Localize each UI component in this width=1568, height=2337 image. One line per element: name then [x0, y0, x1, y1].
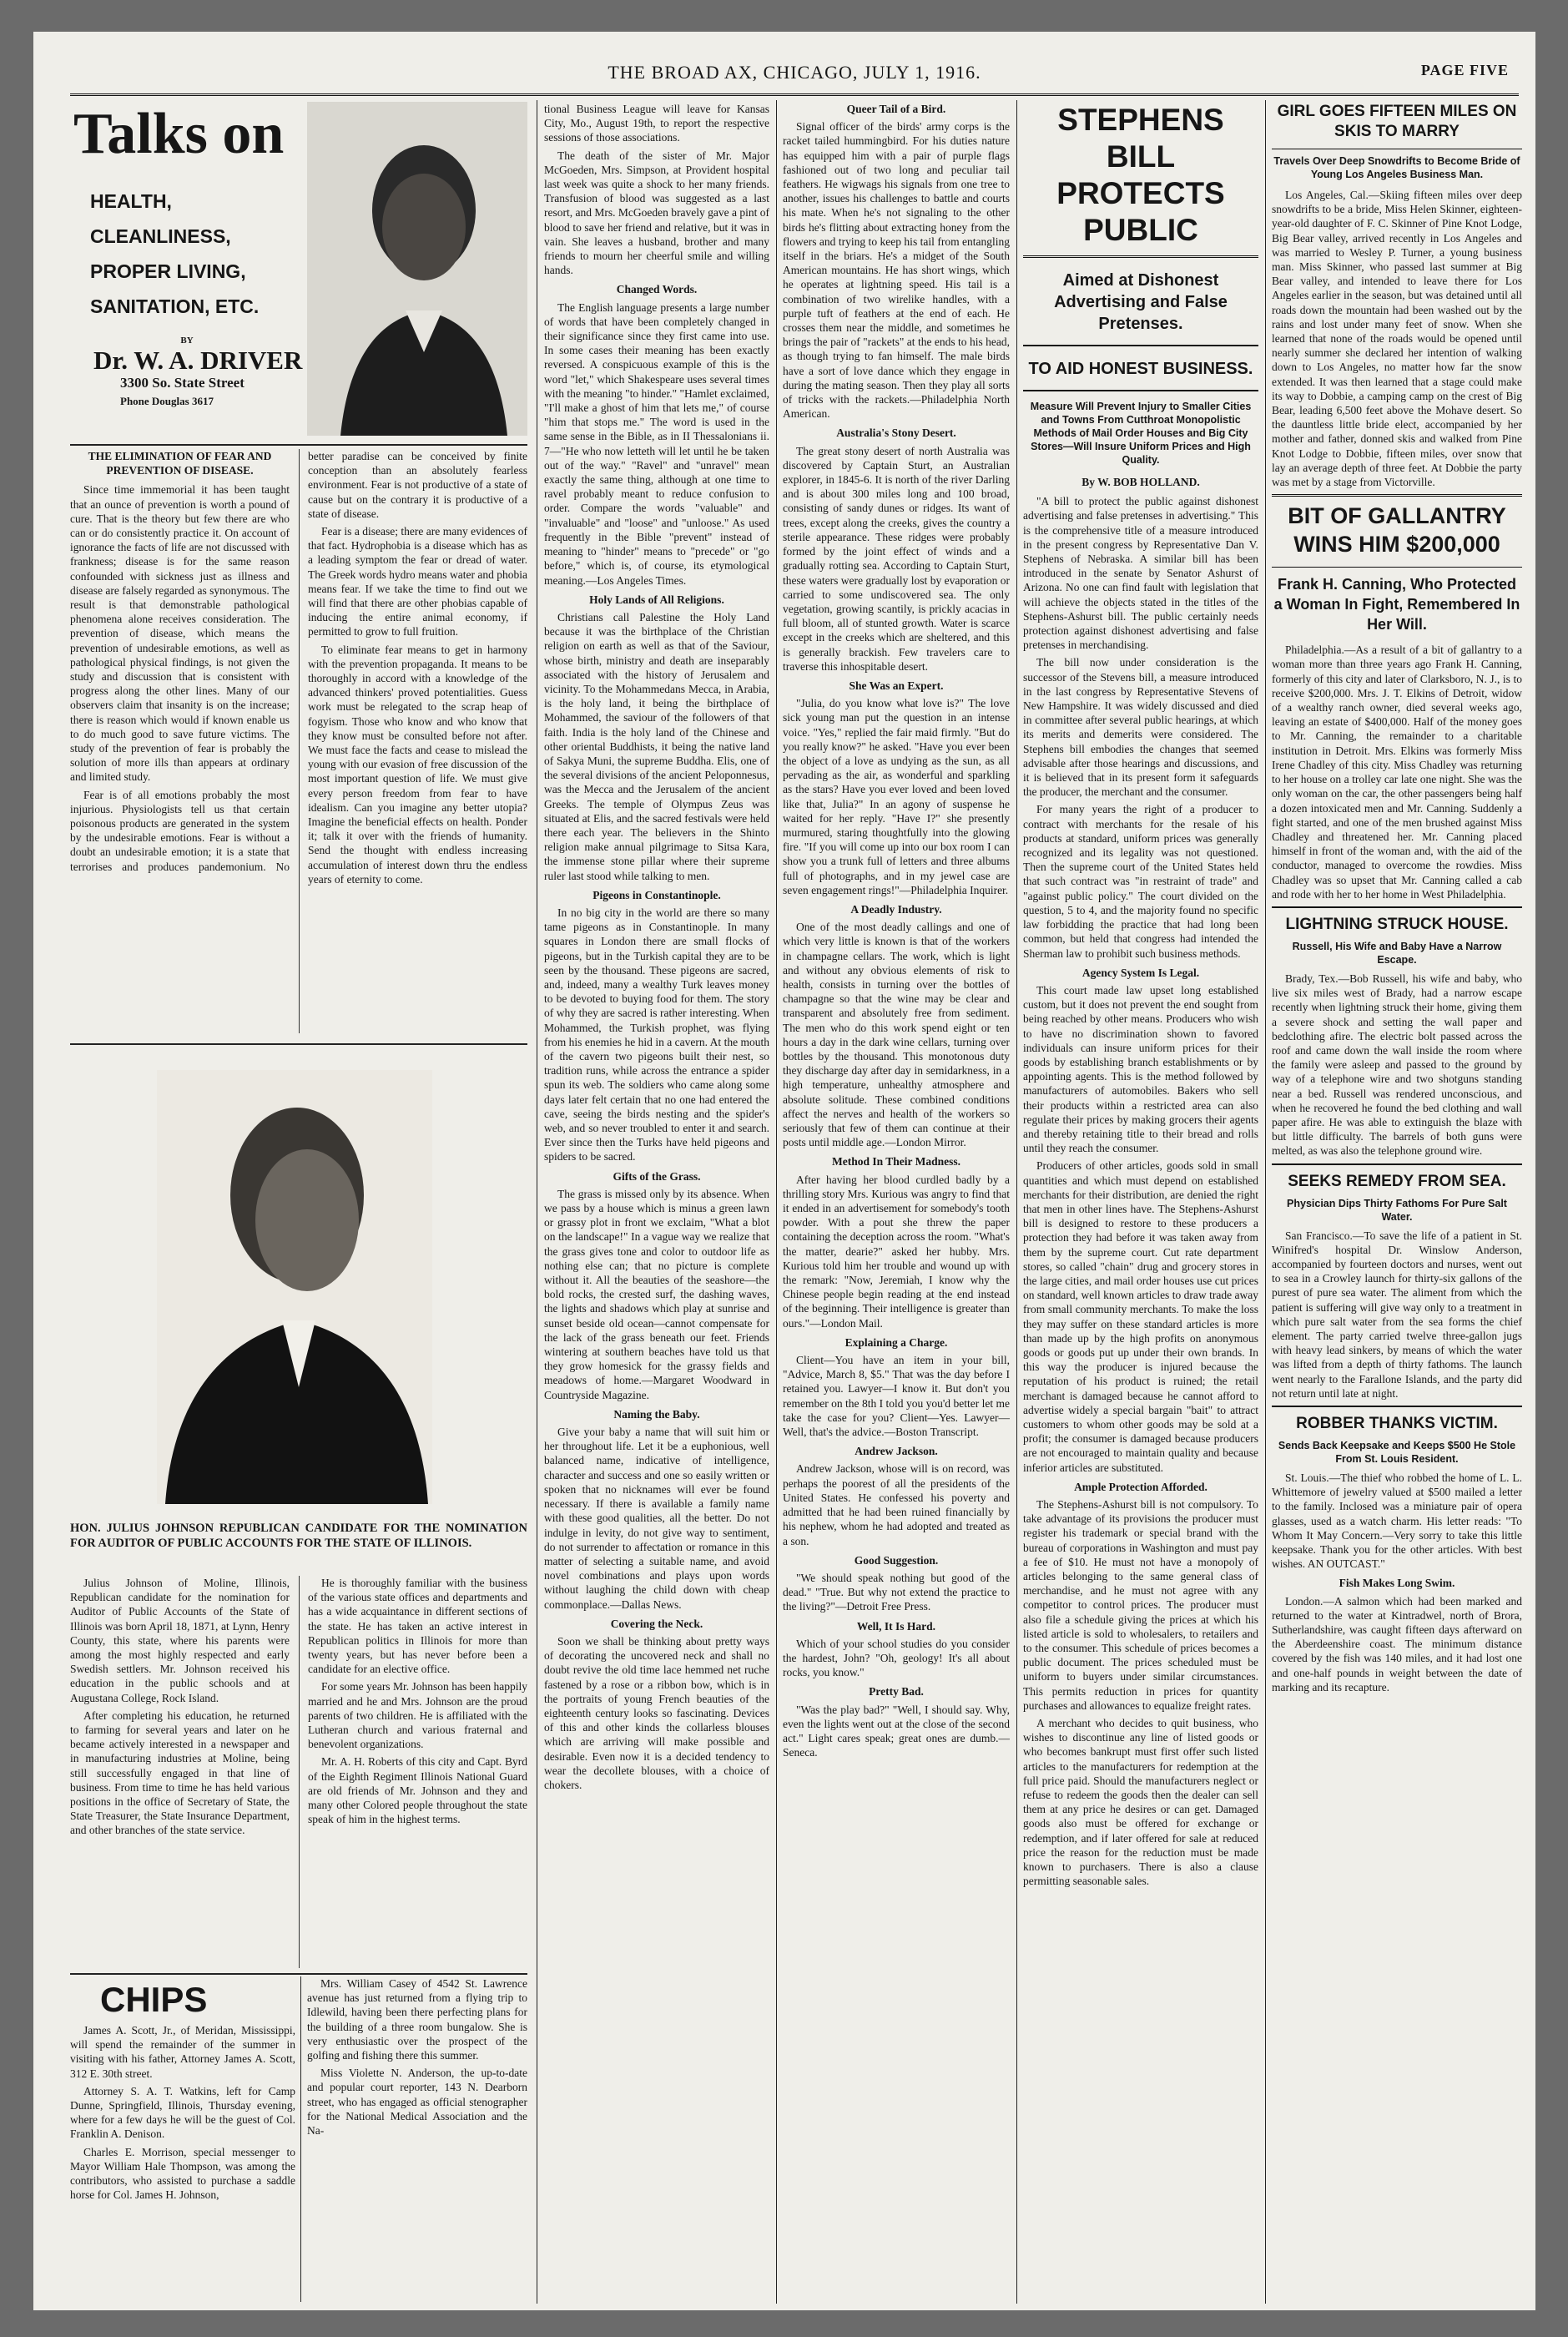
johnson-caption: HON. JULIUS JOHNSON REPUBLICAN CANDIDATE FOR THE NOMINATION FOR AUDITOR OF PUBLIC ACCOUNTS FOR THE STATE OF ILLINOIS. — [70, 1522, 527, 1550]
johnson-portrait-photo — [157, 1070, 432, 1504]
chips-column: CHIPS James A. Scott, Jr., of Meridan, Mississippi, will spend the remainder of the summer in visiting with his father, Attorney James A. Scott, 312 E. 30th street. Attorney S. A. T. Watkins, left for Camp Dunne, Springfield, Illinois, Thursday evening, where for a few days he will be the guest of Col. Franklin A. Denison. Charles E. Morrison, special messenger to Mayor William Hale Thompson, was among the contributors, who assisted to purchase a saddle horse for Col. James H. Johnson, — [70, 1976, 295, 2302]
naming-baby-headline: Naming the Baby. — [613, 1407, 700, 1421]
chips-title: CHIPS — [100, 1980, 208, 2019]
column-5: GIRL GOES FIFTEEN MILES ON SKIS TO MARRY Travels Over Deep Snowdrifts to Become Bride of Young Los Angeles Business Man. Los Angeles, Cal.—Skiing fifteen miles over deep snowdrifts to be a bride, Miss Helen Skinner, eighteen-year-old daughter of F. C. Skinner of Pine Knot Lodge, Big Bear valley, arrived recently in Los Angeles and was married to Wesley P. Turner, a young business man. Miss Skinner, who passed last summer at Big Bear valley, and intended to leave there for Los Angeles earlier in the season, but was detained until all roads down the mountain had been washed out by the rains and lost under many feet of snow. When she learned that none of the roads would be opened until nearly summer she declared her intention of walking down to Los Angeles, no matter how far the snow extended. It was then learned that a stage could make its way to Dobbie, a camping camp on the crest of Big Bear, leading 6,500 feet above the Mohave desert. So the dauntless little bride elect, accompanied by her mother and father, donned skis and walked from Pine Knot Lodge to Dobbie, fifteen miles, over snow that lay an average depth of three feet. At Dobbie the party was met by a stage from Victorville. BIT OF GALLANTRY WINS HIM $200,000 Frank H. Canning, Who Protected a Woman In Fight, Remembered In Her Will. Philadelphia.—As a result of a bit of gallantry to a woman more than three years ago Frank H. Canning, formerly of this city and later of Clarksboro, N. J., is to receive $200,000. Mrs. J. T. Elkins of Detroit, widow of a wealthy ranch owner, died several weeks ago, leaving an estate of $400,000. Half of the money goes to Mr. Canning, the remainder to a charitable institution in Detroit. Mrs. Elkins was formerly Miss Irene Chadley of this city. Miss Chadley was returning to her house on a trolley car late one night. She was the only woman on the car, the other passengers being half a dozen intoxicated men and Mr. Canning. Suddenly a fight started, and one of the men brushed against Miss Chadley and threatened her. Mr. Canning placed himself in front of the woman and, with the aid of the conductor, managed to overcome the rowdies. Miss Chadley was so upset that Mr. Canning called a cab and rode with her to her home in West Philadelphia. LIGHTNING STRUCK HOUSE. Russell, His Wife and Baby Have a Narrow Escape. Brady, Tex.—Bob Russell, his wife and baby, who live six miles west of Brady, had a narrow escape recently when lightning struck their home, giving them a severe shock and setting the wall paper and bedclothing afire. The electric bolt passed across the roof and came down the wall inside the room where the family were asleep and passed to the ground by way of a telephone wire and two shotguns standing near a bed. Russell was rendered unconscious, and when he recovered he found the bed clothing and wall paper afire. He was able to extinguish the blaze with but little difficulty. The barrels of both guns were melted, as was also the telephone ground wire. SEEKS REMEDY FROM SEA. Physician Dips Thirty Fathoms For Pure Salt Water. San Francisco.—To save the life of a patient in St. Winifred's hospital Dr. Winslow Anderson, accompanied by fourteen doctors and nurses, went out to sea in a Crowley launch for thirty-six gallons of the purest of pure sea water. The aliment from which the patient is suffering will give way only to a treatment in which pure salt water from the sea forms the chief element. The party carried twelve three-gallon jugs with heavy lead sinkers, by means of which the water was lifted from a depth of thirty fathoms. The launch went nearly to the Farallone Islands, and the party did not return until late at night. ROBBER THANKS VICTIM. Sends Back Keepsake and Keeps $500 He Stole From St. Louis Resident. St. Louis.—The thief who robbed the home of L. L. Whittemore of jewelry valued at $500 mailed a letter to the family. Inclosed was a miniature pair of opera glasses, used as a watch charm. His letter reads: "To Whom It May Concern.—Very sorry to take this little keepsake. Thank you for the other articles. With best wishes. AN OUTCAST." Fish Makes Long Swim. London.—A salmon which had been marked and returned to the water at Kintradwel, north of Brora, Sutherlandshire, was caught fifteen days afterward on the Aberdeenshire coast. The minimum distance covered by the fish was 140 miles, and it had lost one and one-half pounds in weight between the date of marking and its recapture. — [1272, 103, 1522, 1693]
deadly-industry-headline: A Deadly Industry. — [850, 902, 942, 916]
talks-subtitle: HEALTH, CLEANLINESS, PROPER LIVING, SANITATION, ETC. — [90, 190, 260, 317]
fear-article: THE ELIMINATION OF FEAR AND PREVENTION OF DISEASE. Since time immemorial it has been taught that an ounce of prevention is worth a pound of cure. That is the theory but few there are who can or do consistently practice it. On account of ignorance the facts of life are not discussed with frankness; disease is for the same reason confounded with sickness just as illness and disease are falsely regarded as synonymous. The result is that demonstrable pathological phenomena alone receives consideration. The prevention of disease, which means the prevention of undesirable emotions, as well as pathological physical findings, is not given the study and discussion that is consistent with progress along the other lines. Many of our observers claim that insanity is on the increase; there is reason which would if known enable us to do much good to save future victims. The study of the prevention of fear is probably the solution of more ills than appears at ordinary and limited study. Fear is of all emotions probably the most injurious. Physiologists tell us that certain poisonous products are generated in the system by the undesirable emotions. Fear is without a doubt an undesirable emotion; it is a state that terrorises and produces pandemonium. No better paradise can be conceived by finite conception than an absolutely fearless environment. Fear is not productive of a state of cause but on the contrary it is productive of a state of disease. Fear is a disease; there are many evidences of that fact. Hydrophobia is a disease which has as a leading symptom the fear or dread of water. The Greek words hydro means water and phobia means fear. If we take the time to find out we will find that there are other phobias capable of inducing the entire animal economy, if permitted to grow to full fruition. To eliminate fear means to get in harmony with the prevention propaganda. It means to be thoroughly in accord with a knowledge of the advanced thinkers' proved potentialities. Guess work must be relegated to the scrap heap of fogyism. Those who know and who know that they know must be consulted before not after. We must face the facts and cease to mislead the young with our evasion of free discussion of the most important question of life. We must give every person freedom from fear to have idealism. Can you imagine any better utopia? Imagine the beneficial effects on health. Ponder it; talk it over with the friends of humanity. Send the thought with endless increasing accumulation of interest down thru the endless years of eternity to come. — [70, 450, 527, 886]
talks-title: Talks on — [73, 102, 285, 166]
portrait-illustration-johnson — [157, 1070, 432, 1504]
charge-headline: Explaining a Charge. — [845, 1335, 948, 1349]
suggestion-headline: Good Suggestion. — [854, 1553, 939, 1567]
holy-lands-headline: Holy Lands of All Religions. — [589, 593, 724, 606]
chips-column-2: Mrs. William Casey of 4542 St. Lawrence avenue has just returned from a flying trip to Idlewild, having been there perfecting plans for the building of a three room bungalow. She is very enthusiastic over the prospect of the golfing and fishing there this summer. Miss Violette N. Anderson, the up-to-date and popular court reporter, 143 N. Dearborn street, who has engaged as official stenographer for the National Medical Association and the Na- — [307, 1977, 527, 2138]
expert-headline: She Was an Expert. — [849, 679, 944, 692]
hard-headline: Well, It Is Hard. — [856, 1619, 936, 1633]
driver-portrait-photo — [307, 102, 527, 436]
covering-neck-headline: Covering the Neck. — [610, 1617, 703, 1630]
johnson-article: Julius Johnson of Moline, Illinois, Republican candidate for the nomination for Auditor of Public Accounts of the State of Illinois was born April 18, 1871, at Lynn, Henry County, this state, where his parents were among the most highly respected and early Swedish settlers. Mr. Johnson received his education in the public schools and at Augustana College, Rock Island. After completing his education, he returned to farming for several years and later on he became actively interested in a newspaper and in manufacturing industries at Moline, being still successfully engaged in that line of business. From time to time he has held various positions in the office of Secretary of State, the State Treasurer, the State Insurance Department, and other branches of the state service. He is thoroughly familiar with the business of the various state offices and departments and has a wide acquaintance in different sections of the state. He has taken an active interest in Republican politics in Illinois for more than twenty years, but has never before been a candidate for an elective office. For some years Mr. Johnson has been happily married and he and Mrs. Johnson are the proud parents of two children. He is affiliated with the Lutheran church and various fraternal and benevolent organizations. Mr. A. H. Roberts of this city and Capt. Byrd of the Eighth Regiment Illinois National Guard are old friends of Mr. Johnson and they and many other Colored people throughout the state speak of him in the highest terms. — [70, 1577, 527, 1837]
newspaper-page — [33, 32, 1535, 2310]
column-3: Queer Tail of a Bird. Signal officer of the birds' army corps is the racket tailed hummingbird. For his duties nature has equipped him with a pair of purple flags fashioned out of two long and peculiar tail feathers. He wigwags his signals from one tree to another, issues his challenges to battle and courts his mate. When he's not signaling to the other birds he's flitting about extracting honey from the flowers and trying to keep his tail from entangling itself in the briars. He's a midget of the South American mountains. He has short wings, which he operates at lightning speed. His tail is a combination of two wirelike handles, with a purple tuft of feathers at the end of each. He crosses them near the middle, and sometimes he brings the pair of "rackets" at the ends to his head, as though trying to fan himself. The male birds have a sort of love dance which they engage in during the mating season. Then they play all sorts of tricks with the rackets.—Philadelphia North American. Australia's Stony Desert. The great stony desert of north Australia was discovered by Captain Sturt, an Australian explorer, in 1845-6. It is north of the river Darling and is about 300 miles long and 100 broad, consisting of sandy dunes or ridges. Its want of trees, except along the creeks, gives the country a sterile appearance. These ridges were probably formed by the joint effect of winds and a gradually rotting sea. According to Captain Sturt, these waters were gradually lost by evaporation or carried to some undiscovered sea. The only vegetation, growing scantily, is prickly acacias in full bloom, all of stunted growth. Water is scarce except in the creeks which are sheltered, and this is generally brackish. Few travelers care to traverse this inhospitable desert. She Was an Expert. "Julia, do you know what love is?" The love sick young man put the question in an intense voice. "Yes," replied the fair maid firmly. "But do you really know?" he asked. "Have you ever been the object of a love as undying as the sun, as all pervading as the air, as wonderful and sparkling as the stars? Have you ever loved and been loved like that, Julia?" In an agony of suspense he waited for her reply. "Have I?" she presently murmured, staring thoughtfully into the glowing fire. "If you will come up into our box room I can show you a trunk full of letters and three albums full of photographs, and in my jewel case are seven engagement rings!"—Philadelphia Inquirer. A Deadly Industry. One of the most deadly callings and one of which very little is known is that of the workers in champagne cellars. The work, which is light and without any obvious elements of risk to health, consists in turning over the bottles of champagne so that the wine may be clear and transparent and absolutely free from sediment. The men who do this work spend eight or ten hours a day in the dark wine cellars, turning over bottles by the thousand. This monotonous duty they discharge day after day in semidarkness, in a high temperature, unhealthy atmosphere and absolute solitude. These combined conditions affect the nerves and health of the workers so seriously that few of them can continue at their posts until middle age.—London Mirror. Method In Their Madness. After having her blood curdled badly by a thrilling story Mrs. Kurious was angry to find that it ended in an advertisement for somebody's tooth powder. With a pout she threw the paper containing the deception across the room. "What's the matter, dearie?" asked her hubby. Mrs. Kurious told him her trouble and wound up with the remark: "Now, Jeremiah, I know why the Chinese people begin reading at the end instead of the beginning. Their intelligence is greater than ours."—London Mail. Explaining a Charge. Client—You have an item in your bill, "Advice, March 8, $5." That was the day before I retained you. Lawyer—I know it. But don't you remember on the 8th I told you you'd better let me take the case for you? Client—Yes. Lawyer—Well, that's the advice.—Boston Transcript. Andrew Jackson. Andrew Jackson, whose will is on record, was perhaps the poorest of all the presidents of the United States. He confessed his poverty and admitted that he had been ruined financially by his nephew, whom he had adopted and treated as a son. Good Suggestion. "We should speak nothing but good of the dead." "True. But why not extend the practice to the living?"—Detroit Free Press. Well, It Is Hard. Which of your school studies do you consider the hardest, John? "Oh, geology! It's all about rocks, you know." Pretty Bad. "Was the play bad?" "Well, I should say. Why, even the lights went out at the close of the second act." Light cares speak; great ones are dumb.—Seneca. — [783, 103, 1010, 1759]
masthead — [70, 57, 1519, 96]
masthead-title: THE BROAD AX, CHICAGO, JULY 1, 1916. — [608, 62, 981, 83]
queer-tail-headline: Queer Tail of a Bird. — [846, 103, 946, 115]
gifts-headline: Gifts of the Grass. — [613, 1169, 701, 1183]
talks-author: Dr. W. A. DRIVER — [93, 346, 303, 376]
remedy-headline: SEEKS REMEDY FROM SEA. — [1272, 1163, 1522, 1192]
talks-header: Talks on HEALTH, CLEANLINESS, PROPER LIVING, SANITATION, ETC. BY Dr. W. A. DRIVER 3300 So. State Street Phone Douglas 3617 — [73, 102, 303, 407]
stephens-deck-3: Measure Will Prevent Injury to Smaller Cities and Towns From Cutthroat Monopolistic Methods of Mail Order Houses and Big City Stores—Will Insure Uniform Prices and High Quality. — [1030, 401, 1252, 466]
madness-headline: Method In Their Madness. — [831, 1155, 961, 1168]
robber-headline: ROBBER THANKS VICTIM. — [1272, 1406, 1522, 1434]
column-4: STEPHENS BILL PROTECTS PUBLIC Aimed at Dishonest Advertising and False Pretenses. TO AID HONEST BUSINESS. Measure Will Prevent Injury to Smaller Cities and Towns From Cutthroat Monopolistic Methods of Mail Order Houses and Big City Stores—Will Insure Uniform Prices and High Quality. By W. BOB HOLLAND. "A bill to protect the public against dishonest advertising and false pretenses in advertising." This is the comprehensive title of a measure introduced in the present congress by Representative Dan V. Stephens of Nebraska. A similar bill has been introduced in the senate by Senator Ashurst of Arizona. No one can find fault with legislation that will achieve the objects stated in the titles of the Stephens-Ashurst bill. The public certainly needs protection against dishonest advertising and false pretenses in merchandising. The bill now under consideration is the successor of the Stevens bill, a measure introduced in the last congress by Representative Stevens of New Hampshire. It was widely discussed and died in committee after several public hearings, at which its merits and demerits were considered. The Stephens bill embodies the changes that seemed advisable after those hearings and discussions, and it is believed that in its present form it safeguards the producer, the merchant and the consumer. For many years the right of a producer to contract with merchants for the resale of his products at standard, uniform prices was generally recognized and its legality was not questioned. Then the supreme court of the United States held that such contract was "in restraint of trade" and "against public policy." The court divided on the question, 5 to 4, and the majority found no specific law forbidding the practice that had long been common, but held that congress had intended the Sherman law to prohibit such business methods. Agency System Is Legal. This court made law upset long established custom, but it does not prevent the end sought from being reached by other means. Producers who wish to have no discrimination shown to favored individuals can insure uniform prices for their goods by establishing branch establishments or by appointing agents. This is the method followed by manufacturers of automobiles. Bakers who sell their products within a restricted area can also regulate their prices by making grocers their agents and thereby retaining title to their bread and rolls until they reach the consumer. Producers of other articles, goods sold in small quantities and which must depend on established merchants for their distribution, are denied the right that men in other lines have. The Stephens-Ashurst bill is designed to restore to these producers a protection they had before it was taken away from them by the supreme court. Cut rate department stores, so called "chain" drug and grocery stores in the large cities, and mail order houses use cut prices on standard, well known articles to draw trade away from small community merchants. To make the loss they may suffer on these standard articles is more than made up by the high profits on anonymous goods or goods put up under their own brands. In this way the producer is injured because the reputation of his product is ruined; the retail merchant is damaged because he cannot afford to advertise widely a special bargain "bait" to attract customers to whom other goods may be sold at a profit; the consumer is damaged because producers are not encouraged to maintain quality and because inferior articles are substituted. Ample Protection Afforded. The Stephens-Ashurst bill is not compulsory. To take advantage of its provisions the producer must register his trademark or special brand with the bureau of corporations in Washington and must pay a fee of $10. He must not have a monopoly of articles belonging to the same general class of merchandise, and he must not agree with any competitor to control prices. The producer must also file a schedule giving the prices at which his listed article is sold to wholesalers, to retailers and to the consumer. This schedule of prices becomes a public document. The prices scheduled must be uniform to buyers under similar circumstances. This permits reduction in prices for quantity purchases and allowances to equalize freight rates. A merchant who decides to quit business, who wishes to discontinue any line of listed goods or who becomes bankrupt must first offer such listed articles to the manufacturers for redemption at the full price paid. Should the manufacturers neglect or refuse to redeem the goods then the dealer can sell them at any price he desires or can get. Damaged goods also must be offered for exchange or redemption, and if later offered for sale at reduced price the reason for the reduction must be made known to purchasers. There is also a clause permitting seasonable sales. — [1023, 103, 1258, 1888]
lightning-headline: LIGHTNING STRUCK HOUSE. — [1272, 906, 1522, 935]
stephens-deck-1: Aimed at Dishonest Advertising and False Pretenses. — [1023, 270, 1258, 346]
stephens-headline: STEPHENS BILL PROTECTS PUBLIC — [1023, 102, 1258, 258]
desert-headline: Australia's Stony Desert. — [836, 427, 956, 440]
pigeons-headline: Pigeons in Constantinople. — [592, 888, 721, 901]
column-2: tional Business League will leave for Kansas City, Mo., August 19th, to report the respective sessions of those associations. The death of the sister of Mr. Major McGoeden, Mrs. Simpson, at Provident hospital last week was quite a shock to her many friends. Transfusion of blood was suggested as a last resort, and Mrs. McGoeden bravely gave a pint of blood to save her friend and relative, but it was in vain. She leaves a husband, brother and many friends to mourn her cheerful smile and willing hands. Changed Words. The English language presents a large number of words that have been completely changed in their significance since they first came into use. In some cases their meaning has been exactly reversed. A conspicuous example of this is the word "let," which Shakespeare uses several times with the meaning "to hinder." "Hamlet exclaimed, "I'll make a ghost of him that lets me," of course "him that stops me." The word is used in the same sense in the Bible, as in II Thessalonians ii. 7—"He who now letteth will let until he be taken out of the way." "Ravel" and "unravel" mean exactly the same thing, although at one time to ravel probably meant to reduce confusion to order. Compare the words "valuable" and "invaluable" and "loose" and "unloose." As used frequently in the Bible "prevent" instead of meaning to "hinder" means to "precede" or "go before," which is, of course, its etymological meaning.—Los Angeles Times. Holy Lands of All Religions. Christians call Palestine the Holy Land because it was the birthplace of the Christian religion on earth as well as that of the Saviour, whose birth, ministry and death are inseparably associated with the history of Jerusalem and vicinity. To the Mohammedans Mecca, in Arabia, is the holy land, it being the birthplace of Mohammed, the saviour of the followers of that faith. India is the holy land of the Chinese and other oriental Buddhists, it being the native land of Sakya Muni, the supreme Buddha. Elis, one of the several divisions of the ancient Peloponnesus, was the Mecca and the Jerusalem of the ancient Greeks. The temple of Olympus Zeus was situated at Elis, and the sacred festivals were held there each year. The believers in the Shinto religion make annual pilgrimage to Sitsa Kara, the immense stone pillar where their supreme ruler last stood while talking to men. Pigeons in Constantinople. In no big city in the world are there so many tame pigeons as in Constantinople. In many squares in London there are small flocks of pigeons, but in the Turkish capital they are to be seen by the thousand. These pigeons are sacred, and, indeed, many a wealthy Turk leaves money to be devoted to buying food for them. The story of why they are sacred is rather interesting. When Mohammed, the Turkish prophet, was flying from his enemies he hid in a cavern. At the mouth of the cavern two pigeons built their nest, so tradition runs, while across the entrance a spider spun its web. The soldiers who came along some days later felt certain that no one had entered the cave, seeing the birds nesting and the spider's web, and so never troubled to enter it and search. Ever since then the Turks have held pigeons and spiders to be sacred. Gifts of the Grass. The grass is missed only by its absence. When we pass by a house which is minus a green lawn or grassy plot in front we exclaim, "What a blot on the landscape!" In a vague way we realize that the grass gives tone and color to outdoor life as nothing else can; that no picture is complete without it. All the beauties of the seashore—the bold rocks, the crested surf, the dashing waves, the lights and shadows which play at sunrise and sunset beside old ocean—cannot compensate for the lack of the grass beneath our feet. Friends wintering at southern beaches have told us that they grow homesick for the grassy fields and meadows of home.—Margaret Woodward in Countryside Magazine. Naming the Baby. Give your baby a name that will suit him or her throughout life. Let it be a euphonious, well balanced name, indicative of intelligence, character and success and one so easily written or spoken that no nicknames will ever be found necessary. If there is available a family name with these good qualities, all the better. Do not indulge in levity, do not give way to sentiment, do not surrender to affectation or romance in this matter of selecting a suitable name, and avoid novel combinations and plays upon words without laughing the child down with cheap commonplace.—Dallas News. Covering the Neck. Soon we shall be thinking about pretty ways of decorating the uncovered neck and shall no doubt revive the old time lace hemmed net ruche fastened by a rose or a ribbon bow, which is in the portraits of young French beauties of the eighteenth century looks so fascinating. Devices of this and other kinds the collarless blouses which are arriving will make possible and desirable. Even now it is a decided tendency to wear the decollete blouses, with a choice of chokers. — [544, 103, 769, 1791]
gallantry-headline: BIT OF GALLANTRY WINS HIM $200,000 — [1272, 494, 1522, 558]
page-number: PAGE FIVE — [1420, 62, 1509, 78]
stephens-byline: By W. BOB HOLLAND. — [1081, 476, 1200, 488]
skis-headline: GIRL GOES FIFTEEN MILES ON SKIS TO MARRY — [1277, 103, 1517, 140]
changed-words-headline: Changed Words. — [616, 283, 698, 296]
stephens-deck-2: TO AID HONEST BUSINESS. — [1023, 358, 1258, 391]
portrait-illustration — [307, 102, 527, 436]
jackson-headline: Andrew Jackson. — [855, 1445, 938, 1458]
pretty-bad-headline: Pretty Bad. — [869, 1685, 924, 1698]
fear-headline: THE ELIMINATION OF FEAR AND PREVENTION OF DISEASE. — [88, 450, 272, 477]
